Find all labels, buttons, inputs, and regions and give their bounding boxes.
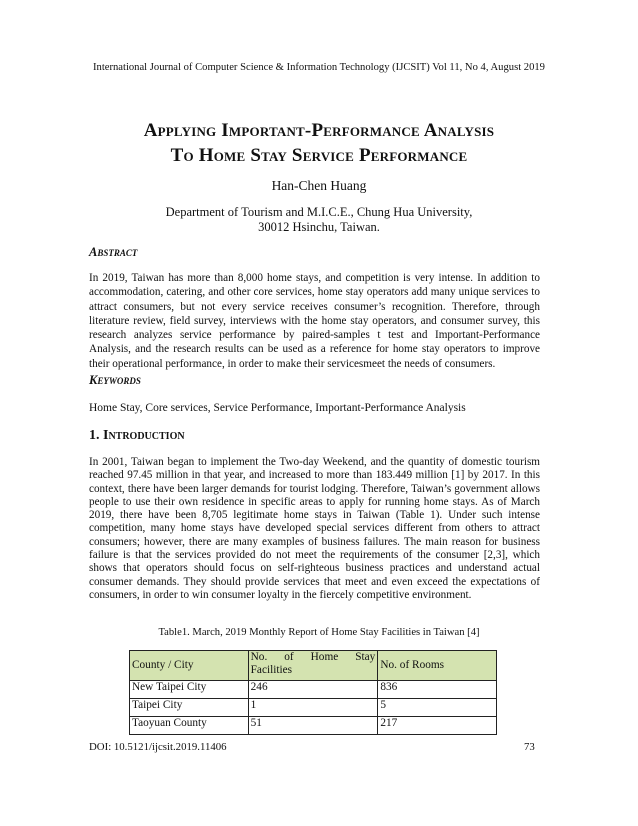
header-facilities-line-1: No. of Home Stay [250,651,376,663]
table-header-row [130,651,497,681]
cell-rooms: 5 [378,699,497,717]
abstract-heading: Abstract [89,245,138,259]
introduction-text: In 2001, Taiwan began to implement the Two-day Weekend, and the quantity of domestic tourism reached 97.45 million in that year, and increased to more than 183.449 million [1] by 2017. In this context, there have been larger demands for tourist lodging. Therefore, Taiwan’s government allows people to use their own residence in specific areas to apply for running home stays. As of March 2019, there have been 8,705 legitimate home stays in Taiwan (Table 1). Under such intense competition, many home stays have developed special services different from others to attract consumers; however, there are many examples of business failures. The main reason for business failure is that the services provided do not meet the requirements of the consumer [2,3], which shows that operators should focus on self-righteous business practices and understand actual consumer demands. They should provide services that meet and even exceed the expectations of consumers, in order to win consumer loyalty in the fiercely competitive environment. [89,456,540,601]
keywords-heading: Keywords [89,373,141,387]
cell-rooms: 836 [378,681,497,699]
keywords-text: Home Stay, Core services, Service Performance, Important-Performance Analysis [89,402,466,414]
cell-facilities: 51 [248,717,378,735]
affiliation-line-2: 30012 Hsinchu, Taiwan. [258,220,380,234]
header-facilities-line-2: Facilities [250,664,293,676]
header-home-stay-facilities [248,651,378,681]
cell-facilities: 1 [248,699,378,717]
table-row [130,699,497,717]
affiliation-line-1: Department of Tourism and M.I.C.E., Chung Hua University, [165,205,473,219]
cell-facilities: 246 [248,681,378,699]
cell-county: Taoyuan County [130,717,249,735]
footer-doi: DOI: 10.5121/ijcsit.2019.11406 [89,741,227,753]
paper-title [0,118,638,168]
journal-header: International Journal of Computer Science & Information Technology (IJCSIT) Vol 11, No 4, August 2019 [93,62,545,73]
header-no-of-rooms: No. of Rooms [378,651,497,681]
header-county-city: County / City [130,651,249,681]
page-number: 73 [524,741,535,753]
table-row [130,717,497,735]
paper-title-line-1: Applying Important-Performance Analysis [143,120,495,141]
table-caption: Table1. March, 2019 Monthly Report of Home Stay Facilities in Taiwan [4] [158,627,480,638]
cell-rooms: 217 [378,717,497,735]
author-affiliation [0,205,638,235]
paper-title-line-2: To Home Stay Service Performance [170,145,468,166]
abstract-text: In 2019, Taiwan has more than 8,000 home stays, and competition is very intense. In addition to accommodation, catering, and other core services, home stay operators add many unique services to attract consumers, but not every service receives consumer’s recognition. Therefore, through literature review, field survey, interviews with the home stay operators, and consumer survey, this research analyzes service performance by paired-samples t test and Important-Performance Analysis, and the research results can be used as a reference for home stay operators to improve their operational performance, in order to make their servicesmeet the needs of consumers. [89,272,540,370]
introduction-heading: 1. Introduction [89,428,185,443]
table-row [130,681,497,699]
home-stay-table [129,650,497,735]
cell-county: Taipei City [130,699,249,717]
author-name: Han-Chen Huang [271,178,367,193]
cell-county: New Taipei City [130,681,249,699]
